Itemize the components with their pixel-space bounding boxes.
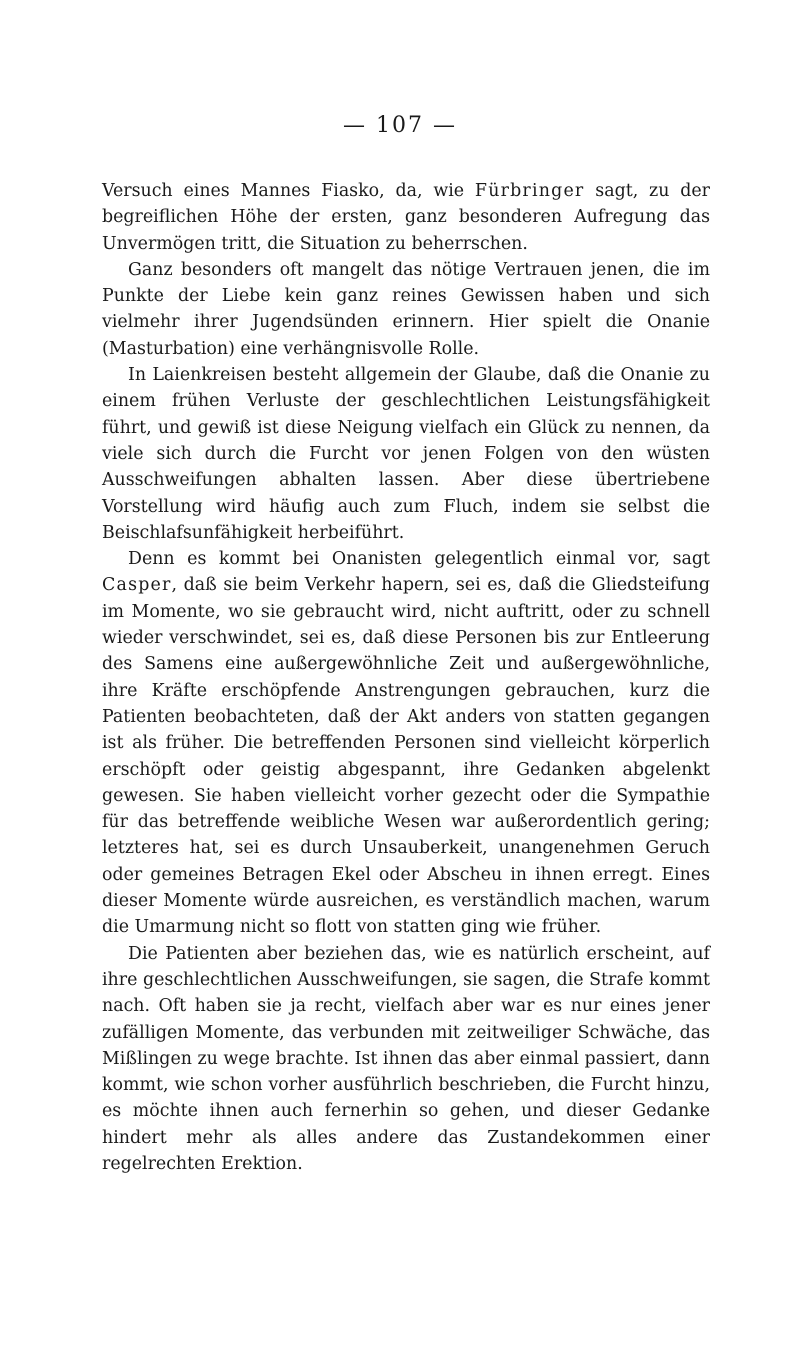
- paragraph-2: [102, 257, 710, 362]
- paragraph-4: [102, 546, 710, 940]
- text-run: Ganz besonders oft mangelt das nötige Vertrauen jenen, die im Punkte der Liebe kein ganz reines Gewissen haben und sich vielmehr ihrer Jugendsünden erinnern. Hier spielt die Onanie (Masturbation) eine verhängnisvolle Rolle.: [102, 259, 710, 359]
- paragraph-5: [102, 941, 710, 1178]
- text-run: Versuch eines Mannes Fiasko, da, wie: [102, 181, 475, 201]
- paragraph-3: [102, 362, 710, 546]
- body-text: [102, 178, 710, 1177]
- author-name: Fürbringer: [474, 181, 585, 201]
- page-number-header: — 107 —: [343, 113, 457, 138]
- text-run: In Laienkreisen besteht allgemein der Glaube, daß die Onanie zu einem frühen Verluste der geschlechtlichen Leistungsfähigkeit führt, und gewiß ist diese Neigung vielfach ein Glück zu nennen, da viele sich durch die Furcht vor jenen Folgen von den wüsten Ausschweifungen abhalten lassen. Aber diese übertriebene Vorstellung wird häufig auch zum Fluch, indem sie selbst die Beischlafsunfähigkeit herbeiführt.: [102, 365, 710, 543]
- paragraph-1: [102, 178, 710, 257]
- text-run: Denn es kommt bei Onanisten gelegentlich einmal vor, sagt: [128, 549, 710, 570]
- author-name: Casper: [102, 575, 172, 596]
- text-run: sagt, zu der begreiflichen Höhe der ersten, ganz besonderen Aufregung das Unvermögen tritt, die Situation zu beherrschen.: [102, 181, 710, 254]
- text-run: , daß sie beim Verkehr hapern, sei es, daß die Gliedsteifung im Momente, wo sie gebraucht wird, nicht auftritt, oder zu schnell wieder verschwindet, sei es, daß diese Personen bis zur Entleerung des Samens eine außergewöhnliche Zeit und außergewöhnliche, ihre Kräfte erschöpfende Anstrengungen gebrauchen, kurz die Patienten beobachteten, daß der Akt anders von statten gegangen ist als früher. Die betreffenden Personen sind vielleicht körperlich erschöpft oder geistig abgespannt, ihre Gedanken abgelenkt gewesen. Sie haben vielleicht vorher gezecht oder die Sympathie für das betreffende weibliche Wesen war außerordentlich gering; letzteres hat, sei es durch Unsauberkeit, unangenehmen Geruch oder gemeines Betragen Ekel oder Abscheu in ihnen erregt. Eines dieser Momente würde ausreichen, es verständlich machen, warum die Umarmung nicht so flott von statten ging wie früher.: [102, 575, 710, 938]
- text-run: Die Patienten aber beziehen das, wie es natürlich erscheint, auf ihre geschlechtlichen Ausschweifungen, sie sagen, die Strafe kommt nach. Oft haben sie ja recht, vielfach aber war es nur eines jener zufälligen Momente, das verbunden mit zeitweiliger Schwäche, das Mißlingen zu wege brachte. Ist ihnen das aber einmal passiert, dann kommt, wie schon vorher ausführlich beschrieben, die Furcht hinzu, es möchte ihnen auch fernerhin so gehen, und dieser Gedanke hindert mehr als alles andere das Zustandekommen einer regelrechten Erektion.: [102, 943, 710, 1174]
